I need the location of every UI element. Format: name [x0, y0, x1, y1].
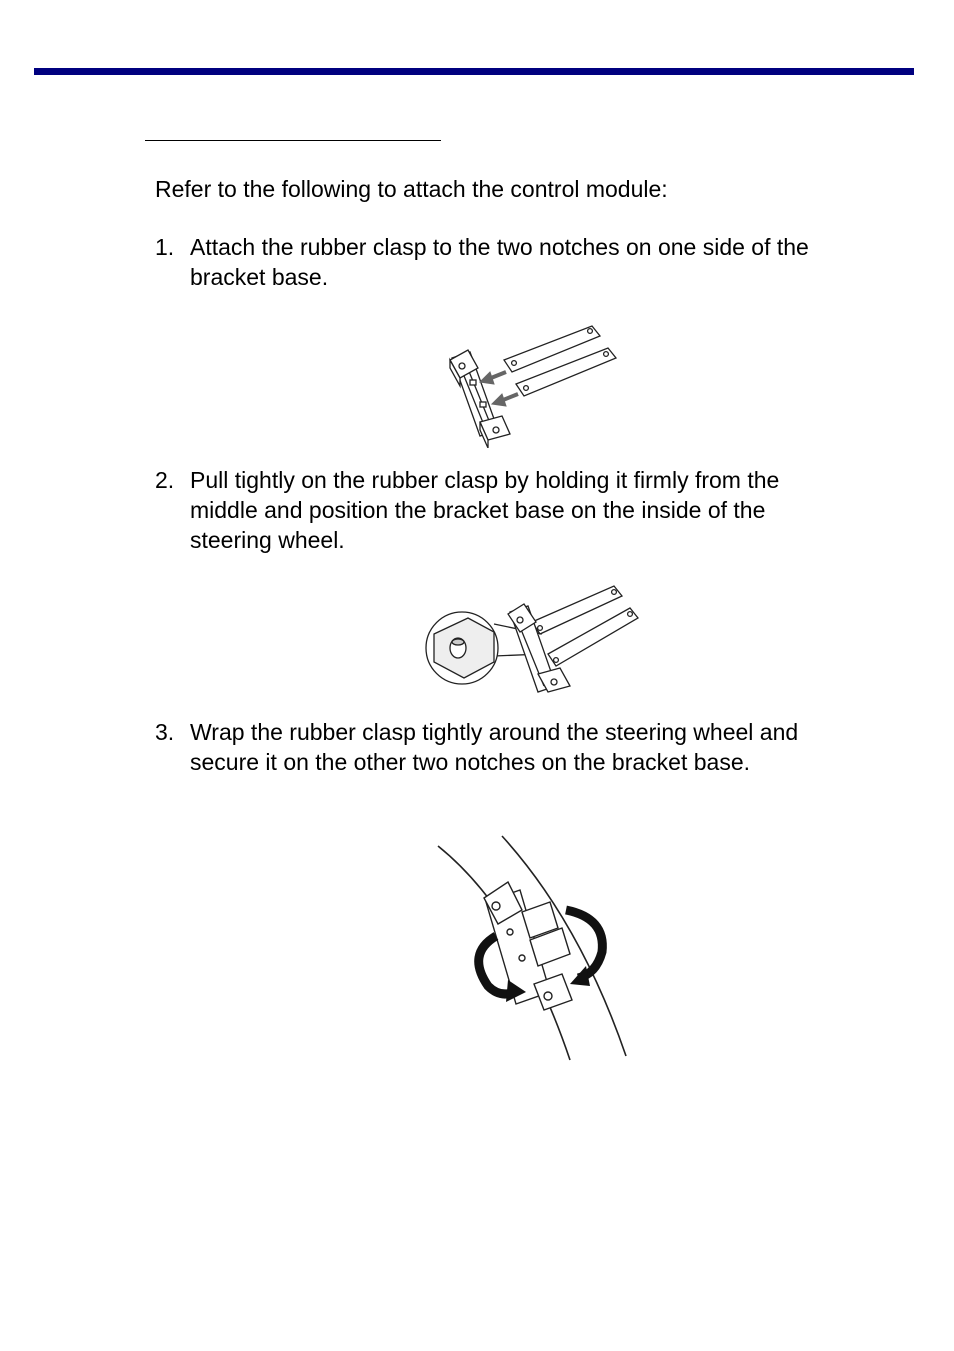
- intro-text: Refer to the following to attach the control module:: [155, 176, 668, 202]
- bracket-clasp-figure-2: [424, 582, 644, 698]
- bracket-clasp-figure-1: [440, 318, 630, 448]
- step-1: [155, 232, 845, 292]
- step-text: Pull tightly on the rubber clasp by holding it firmly from the middle and position the bracket base on the inside of the steering wheel.: [190, 467, 780, 553]
- section-title-underline: [145, 140, 441, 141]
- step-number: 1.: [155, 234, 175, 260]
- steering-wheel-figure-3: [430, 832, 630, 1064]
- header-rule: [34, 68, 914, 75]
- step-text: Attach the rubber clasp to the two notches on one side of the bracket base.: [190, 234, 809, 290]
- step-3: [155, 717, 845, 777]
- step-number: 2.: [155, 467, 175, 493]
- step-text: Wrap the rubber clasp tightly around the steering wheel and secure it on the other two notches on the bracket base.: [190, 719, 799, 775]
- step-number: 3.: [155, 719, 175, 745]
- step-2: [155, 465, 845, 555]
